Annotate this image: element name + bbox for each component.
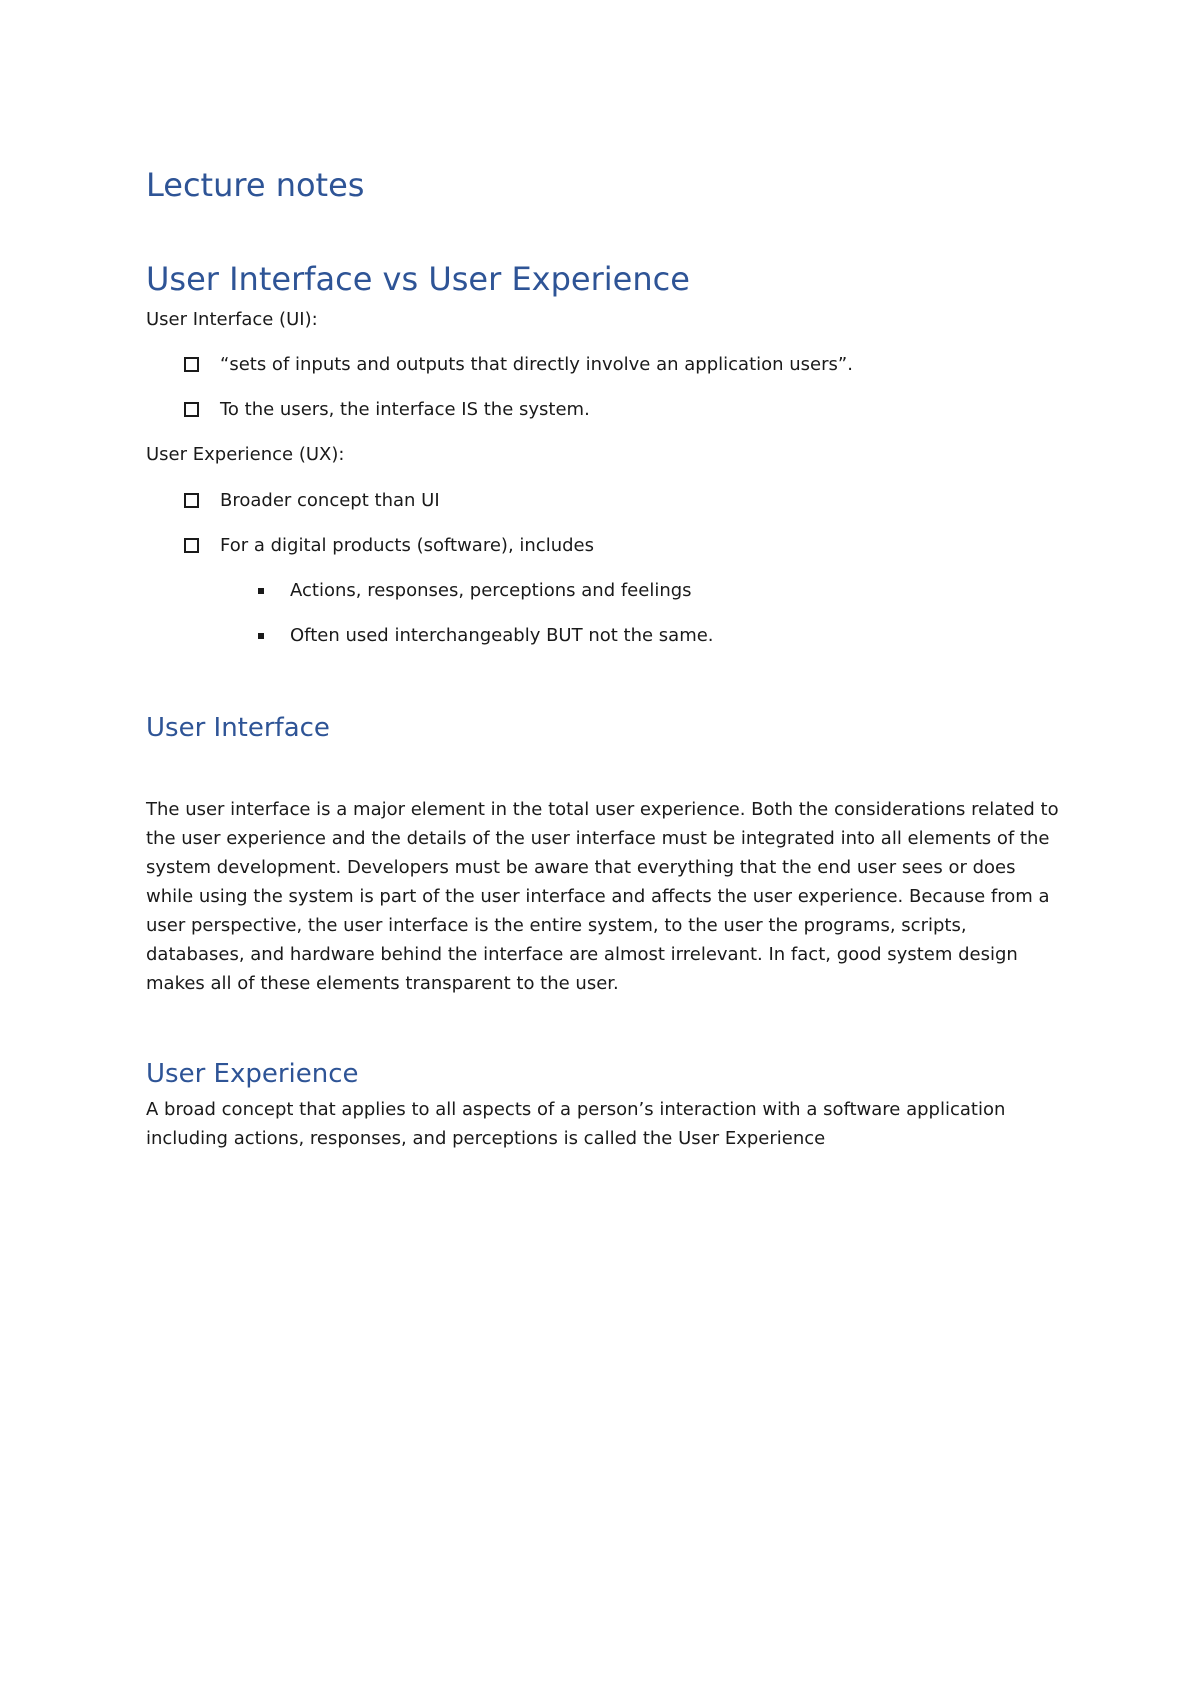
ux-list-item-text: Broader concept than UI	[220, 490, 440, 511]
ux-sub-item-text: Often used interchangeably BUT not the same.	[290, 625, 714, 646]
ux-list-item	[184, 535, 594, 556]
ux-label: User Experience (UX):	[146, 444, 345, 465]
ux-sub-item-text: Actions, responses, perceptions and feelings	[290, 580, 692, 601]
square-bullet-icon	[258, 633, 264, 639]
ui-list-item	[184, 354, 853, 375]
ux-sub-item	[258, 625, 714, 646]
checkbox-icon	[184, 402, 199, 417]
user-experience-paragraph: A broad concept that applies to all aspects of a person’s interaction with a software application including actions, responses, and perceptions is called the User Experience	[146, 1099, 1006, 1149]
ux-sub-item	[258, 580, 692, 601]
ui-list-item-text: To the users, the interface IS the system.	[220, 399, 590, 420]
ux-list-item	[184, 490, 440, 511]
ui-list-item-text: “sets of inputs and outputs that directly involve an application users”.	[220, 354, 853, 375]
checkbox-icon	[184, 493, 199, 508]
ui-label: User Interface (UI):	[146, 309, 318, 330]
heading-user-experience: User Experience	[146, 1059, 359, 1089]
heading-ui-vs-ux: User Interface vs User Experience	[146, 260, 690, 298]
document-title: Lecture notes	[146, 166, 365, 204]
square-bullet-icon	[258, 588, 264, 594]
ui-list-item	[184, 399, 590, 420]
checkbox-icon	[184, 538, 199, 553]
ux-list-item-text: For a digital products (software), includes	[220, 535, 594, 556]
user-interface-paragraph: The user interface is a major element in the total user experience. Both the considerations related to the user experience and the details of the user interface must be integrated into all elements of the system development. Developers must be aware that everything that the end user sees or does while using the system is part of the user interface and affects the user experience. Because from a user perspective, the user interface is the entire system, to the user the programs, scripts, databases, and hardware behind the interface are almost irrelevant. In fact, good system design makes all of these elements transparent to the user.	[146, 799, 1059, 994]
heading-user-interface: User Interface	[146, 713, 330, 743]
checkbox-icon	[184, 357, 199, 372]
